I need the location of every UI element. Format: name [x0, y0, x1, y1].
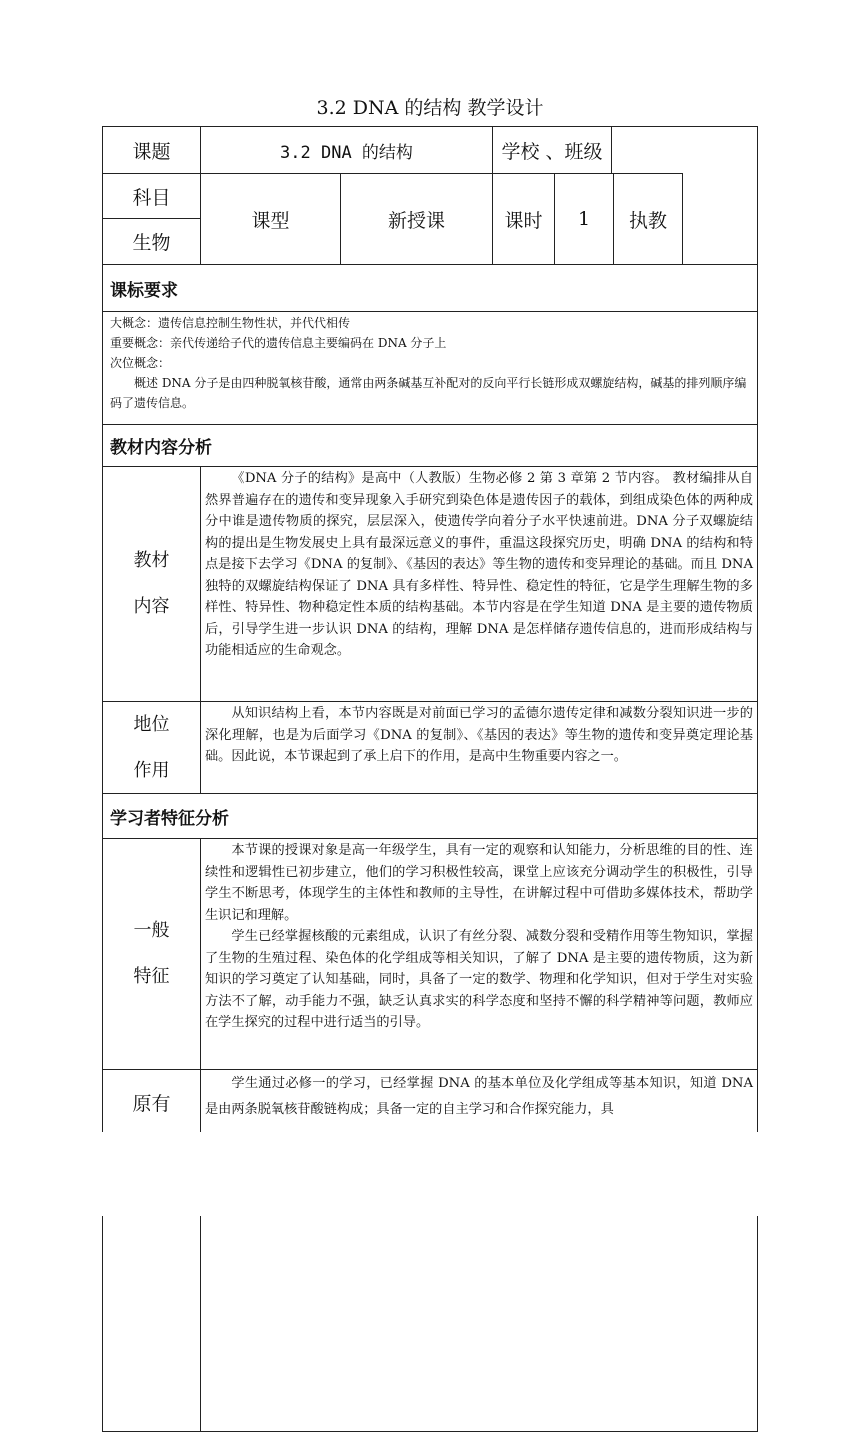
general-traits-paragraph-2: 学生已经掌握核酸的元素组成，认识了有丝分裂、减数分裂和受精作用等生物知识，掌握了生物的生殖过程、染色体的化学组成等相关知识，了解了 DNA 是主要的遗传物质，这为新知识的学习奠定了认知基础，同时，具备了一定的数学、物理和化学知识，但对于学生对实验方法不了解，动手能力不强，缺乏认真求实的科学态度和坚持不懈的科学精神等问题，教师应在学生探究的过程中进行适当的引导。 [205, 929, 753, 1030]
school-class-label: 学校 、班级 [501, 140, 603, 163]
topic-label: 课题 [132, 140, 171, 163]
document-title: 3.2 DNA 的结构 教学设计 [316, 97, 544, 119]
textbook-content-text: 《DNA 分子的结构》是高中（人教版）生物必修 2 第 3 章第 2 节内容。 教材编排从自然界普遍存在的遗传和变异现象入手研究到染色体是遗传因子的载体，到组成染色体的两种成分中谁是遗传物质的探究，层层深入，使遗传学向着分子水平快速前进。DNA 分子双螺旋结构的提出是生物发展史上具有最深远意义的事件，重温这段探究历史，明确 DNA 的结构和特点是接下去学习《DNA 的复制》、《基因的表达》等生物的遗传和变异理论的基础。而且 DNA 独特的双螺旋结构保证了 DNA 具有多样性、特异性、稳定性的特征，它是学生理解生物的多样性、特异性、物种稳定性本质的结构基础。本节内容是在学生知道 DNA 是主要的遗传物质后，引导学生进一步认识 DNA 的结构，理解 DNA 是怎样储存遗传信息的，进而形成结构与功能相适应的生命观念。 [205, 471, 753, 658]
teacher-label: 执教 [628, 209, 667, 232]
page-bottom-margin [0, 1132, 860, 1216]
position-role-label: 地位 作用 [133, 713, 170, 781]
class-hours-label: 课时 [504, 209, 543, 232]
existing-knowledge-label: 原有 [132, 1092, 171, 1115]
position-role-text: 从知识结构上看，本节内容既是对前面已学习的孟德尔遗传定律和减数分裂知识进一步的深化理解，也是为后面学习《DNA 的复制》、《基因的表达》等生物的遗传和变异奠定理论基础。因此说，本节课起到了承上启下的作用，是高中生物重要内容之一。 [205, 706, 753, 764]
big-concept: 大概念：遗传信息控制生物性状，并代代相传 [110, 316, 351, 330]
topic-value: 3.2 DNA 的结构 [280, 142, 413, 163]
table-cell [200, 1069, 758, 1432]
existing-knowledge-text: 学生通过必修一的学习，已经掌握 DNA 的基本单位及化学组成等基本知识，知道 DNA 是由两条脱氧核苷酸链构成；具备一定的自主学习和合作探究能力，具 [205, 1076, 753, 1117]
general-traits-label: 一般 特征 [133, 920, 170, 987]
general-traits-text [205, 840, 753, 1034]
learner-heading: 学习者特征分析 [110, 808, 229, 829]
subject-label: 科目 [132, 186, 171, 209]
textbook-content-label: 教材 内容 [133, 550, 170, 617]
subject-value: 生物 [132, 232, 171, 254]
lesson-type-label: 课型 [251, 209, 290, 232]
secondary-concept-label: 次位概念： [110, 356, 171, 370]
general-traits-paragraph-1: 本节课的授课对象是高一年级学生，具有一定的观察和认知能力，分析思维的目的性、连续性和逻辑性已初步建立，他们的学习积极性较高，课堂上应该充分调动学生的积极性，引导学生不断思考，体现学生的主体性和教师的主导性，在讲解过程中可借助多媒体技术，帮助学生识记和理解。 [205, 843, 753, 923]
lesson-type-value: 新授课 [387, 209, 445, 232]
teacher-value [682, 173, 758, 265]
important-concept: 重要概念：亲代传递给子代的遗传信息主要编码在 DNA 分子上 [110, 336, 447, 350]
class-hours-value: 1 [577, 208, 591, 230]
curriculum-heading: 课标要求 [110, 280, 178, 301]
textbook-heading: 教材内容分析 [110, 438, 212, 458]
secondary-concept-text: 概述 DNA 分子是由四种脱氧核苷酸，通常由两条碱基互补配对的反向平行长链形成双螺旋结构，碱基的排列顺序编码了遗传信息。 [110, 376, 747, 410]
curriculum-requirements [110, 313, 752, 413]
school-class-value [612, 126, 758, 174]
